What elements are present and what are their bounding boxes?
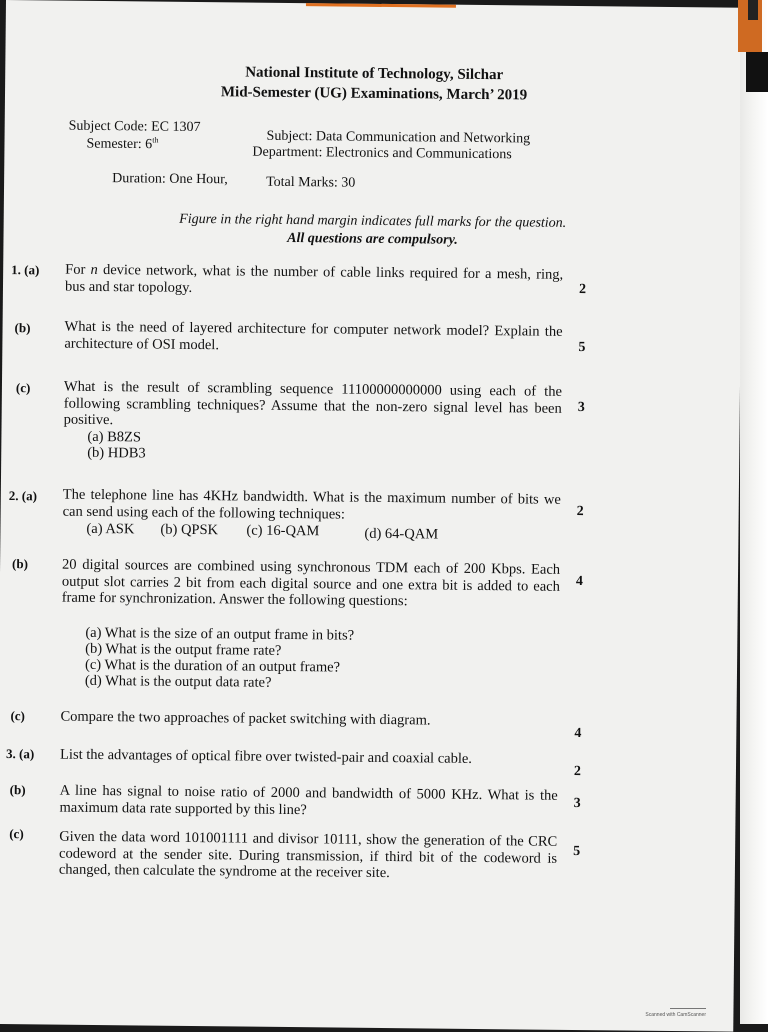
sub-question: (b) What is the output frame rate?	[85, 640, 282, 659]
question-text: The telephone line has 4KHz bandwidth. What is the maximum number of bits we can send using each of the following techniques:	[62, 486, 561, 523]
instruction-compulsory: All questions are compulsory.	[287, 230, 458, 248]
instruction-marks-note: Figure in the right hand margin indicates full marks for the question.	[179, 211, 567, 231]
question-marks: 2	[576, 504, 584, 520]
semester: Semester: 6th	[86, 135, 159, 153]
question-marks: 5	[578, 340, 586, 356]
question-number: (c)	[9, 826, 24, 842]
question-text: What is the need of layered architecture for computer network model? Explain the architecture of OSI model.	[64, 318, 563, 353]
paper-edge-mark	[306, 3, 456, 8]
sub-question: (d) What is the output data rate?	[84, 672, 272, 691]
option-item: (a) ASK	[86, 520, 135, 538]
question-text: List the advantages of optical fibre over twisted-pair and coaxial cable.	[60, 746, 473, 767]
department: Department: Electronics and Communications	[252, 144, 512, 163]
option-item: (b) QPSK	[160, 521, 219, 539]
sub-question: (c) What is the duration of an output frame?	[84, 656, 341, 676]
question-text: Given the data word 101001111 and divisor 10111, show the generation of the CRC codeword at the sender site. During transmission, if third bit of the codeword is changed, then calculate the syndrome at the receiver site.	[58, 828, 558, 882]
question-number: 3. (a)	[6, 746, 35, 762]
question-marks: 4	[575, 574, 584, 590]
sub-question: (a) What is the size of an output frame in bits?	[85, 624, 355, 644]
exam-title: Mid-Semester (UG) Examinations, March’ 2019	[220, 84, 528, 104]
institute-title: National Institute of Technology, Silchar	[245, 64, 504, 84]
question-marks: 2	[573, 763, 582, 780]
sub-option: (b) HDB3	[87, 444, 146, 462]
question-text: Compare the two approaches of packet switching with diagram.	[60, 708, 431, 729]
question-marks: 3	[577, 400, 585, 416]
question-marks: 4	[574, 725, 582, 742]
subject-name: Subject: Data Communication and Networking	[266, 128, 531, 147]
question-marks: 2	[578, 282, 587, 298]
question-text: A line has signal to noise ratio of 2000 and bandwidth of 5000 KHz. What is the maximum data rate supported by this line?	[59, 782, 558, 818]
option-item: (d) 64-QAM	[364, 525, 439, 543]
signature-mark	[670, 998, 706, 1009]
question-number: 2. (a)	[8, 488, 38, 504]
scan-edge-mark	[746, 52, 768, 92]
scanner-watermark: Scanned with CamScanner	[645, 1012, 706, 1018]
question-marks: 5	[573, 843, 581, 860]
question-number: (c)	[15, 380, 31, 396]
question-text: For n device network, what is the number of cable links required for a mesh, ring, bus and star topology.	[64, 261, 564, 296]
duration: Duration: One Hour,	[112, 171, 228, 188]
subject-code: Subject Code: EC 1307	[68, 118, 201, 136]
question-text: 20 digital sources are combined using synchronous TDM each of 200 Kbps. Each output slot carries 2 bit from each digital source and one extra bit is added to each frame for synchronization. Answer the following questions:	[61, 556, 561, 610]
question-text: What is the result of scrambling sequence 11100000000000 using each of the following scrambling techniques? Assume that the non-zero signal level has been positive.	[63, 378, 563, 429]
total-marks: Total Marks: 30	[266, 174, 356, 191]
question-number: (b)	[14, 320, 31, 336]
question-number: (b)	[12, 556, 29, 572]
scan-background	[740, 0, 768, 1024]
question-number: (c)	[10, 708, 26, 724]
option-item: (c) 16-QAM	[246, 522, 320, 540]
question-number: 1. (a)	[11, 262, 40, 278]
question-number: (b)	[9, 782, 26, 798]
question-marks: 3	[573, 795, 581, 812]
scan-edge-mark	[748, 0, 758, 20]
sub-option: (a) B8ZS	[87, 428, 142, 446]
